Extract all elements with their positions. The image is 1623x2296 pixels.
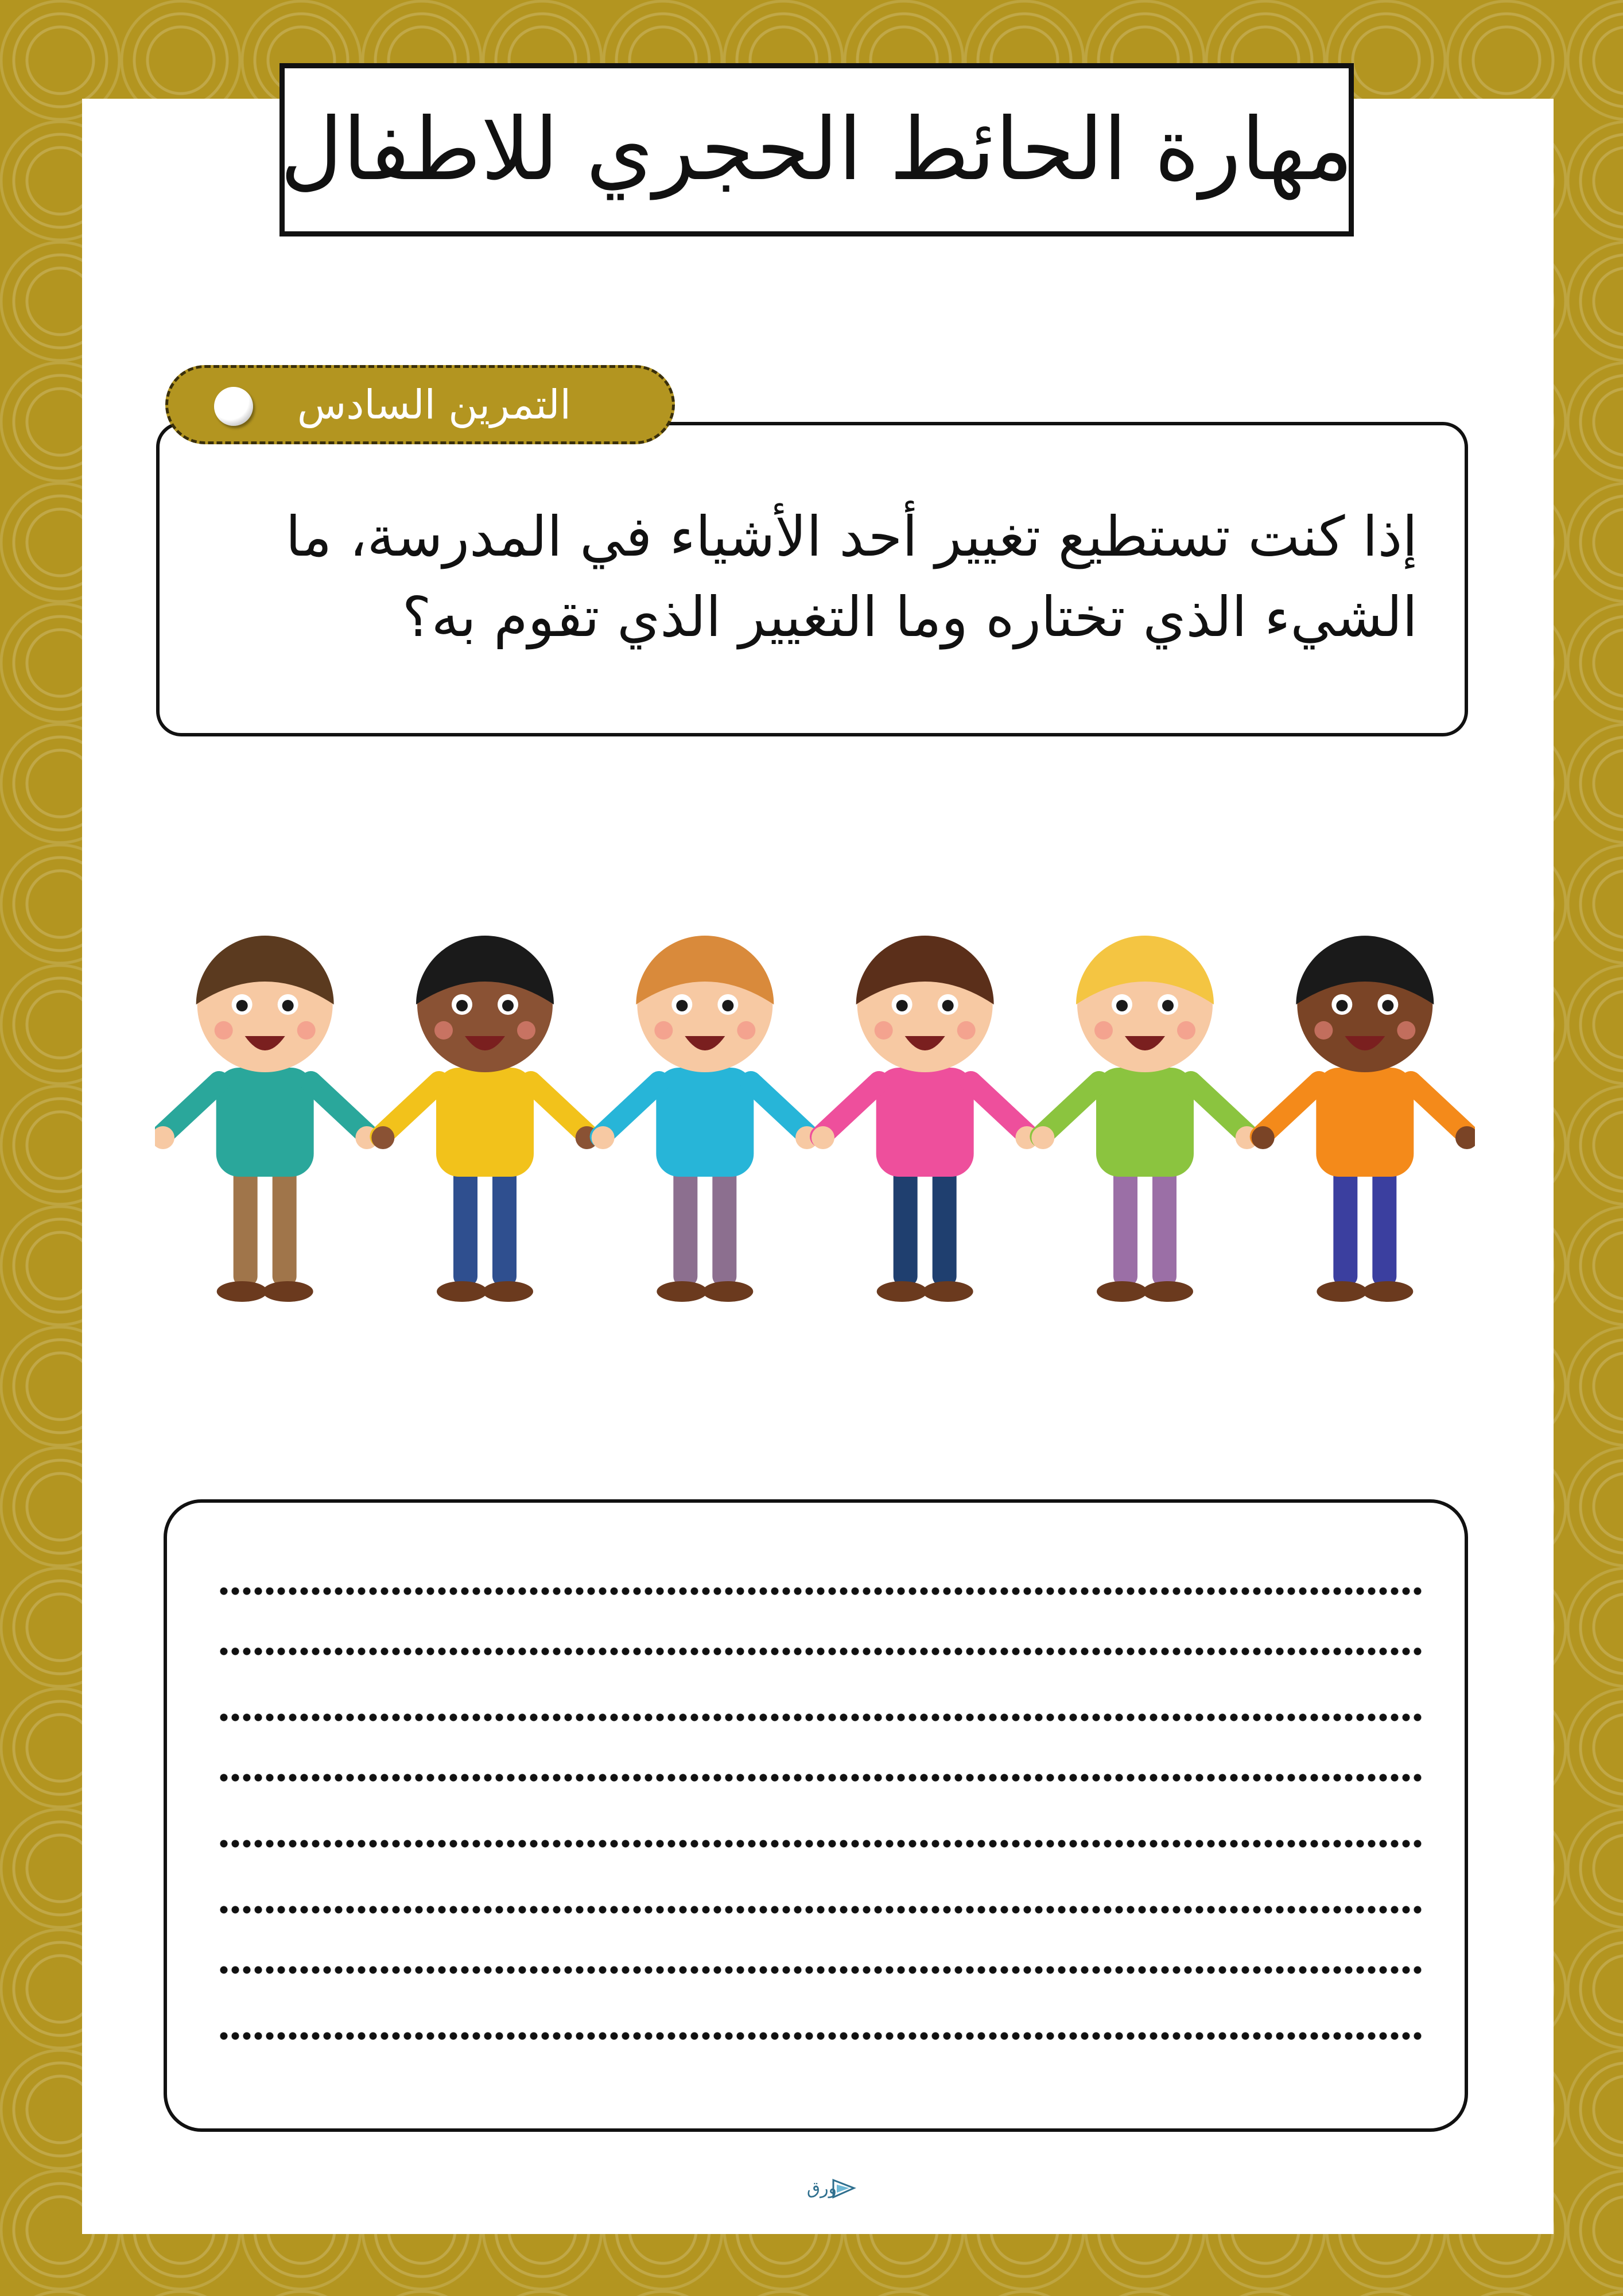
child-shoe xyxy=(1317,1281,1367,1302)
child-hand xyxy=(812,1126,834,1149)
bullet-circle-icon xyxy=(214,387,253,426)
child-shirt xyxy=(436,1068,534,1177)
child-shirt xyxy=(1316,1068,1414,1177)
child-pupil xyxy=(1116,1000,1128,1011)
child-pupil xyxy=(942,1000,954,1011)
child-cheek xyxy=(1094,1021,1113,1040)
child-pupil xyxy=(676,1000,688,1011)
child-pupil xyxy=(1162,1000,1174,1011)
question-line-1: إذا كنت تستطيع تغيير أحد الأشياء في المدرسة، ما xyxy=(285,505,1418,569)
logo-icon xyxy=(792,2174,861,2203)
child-cheek xyxy=(1177,1021,1195,1040)
child-pupil xyxy=(502,1000,514,1011)
child-shoe xyxy=(1362,1281,1413,1302)
child-figure xyxy=(592,936,818,1302)
child-shoe xyxy=(437,1281,487,1302)
answer-line[interactable] xyxy=(218,1774,1422,1782)
answer-line[interactable] xyxy=(218,1840,1422,1848)
child-pupil xyxy=(456,1000,468,1011)
answer-line[interactable] xyxy=(218,1906,1422,1914)
exercise-label: التمرين السادس xyxy=(297,381,571,428)
child-cheek xyxy=(297,1021,316,1040)
page-title: مهارة الحائط الحجري للاطفال xyxy=(280,100,1353,200)
question-line-2: الشيء الذي تختاره وما التغيير الذي تقوم به؟ xyxy=(402,585,1418,649)
child-hand xyxy=(1031,1126,1054,1149)
child-shirt xyxy=(656,1068,754,1177)
exercise-question xyxy=(207,497,1418,657)
answer-line[interactable] xyxy=(218,2032,1422,2040)
child-cheek xyxy=(517,1021,535,1040)
children-illustration xyxy=(155,924,1475,1320)
child-figure xyxy=(1252,936,1475,1302)
child-shoe xyxy=(263,1281,313,1302)
child-pupil xyxy=(896,1000,908,1011)
title-box xyxy=(279,63,1354,236)
child-hand xyxy=(1252,1126,1275,1149)
child-shoe xyxy=(923,1281,973,1302)
child-shoe xyxy=(1143,1281,1193,1302)
logo-text: ورق xyxy=(806,2178,837,2198)
child-figure xyxy=(155,936,378,1302)
child-shoe xyxy=(702,1281,753,1302)
child-pupil xyxy=(1382,1000,1393,1011)
answer-line[interactable] xyxy=(218,1647,1422,1655)
child-pupil xyxy=(282,1000,294,1011)
child-cheek xyxy=(875,1021,893,1040)
child-figure xyxy=(371,936,598,1302)
child-cheek xyxy=(1314,1021,1333,1040)
child-cheek xyxy=(434,1021,453,1040)
child-cheek xyxy=(957,1021,976,1040)
child-pupil xyxy=(722,1000,733,1011)
child-hand xyxy=(592,1126,615,1149)
child-shoe xyxy=(483,1281,533,1302)
answer-line[interactable] xyxy=(218,1713,1422,1721)
child-shoe xyxy=(657,1281,707,1302)
child-shoe xyxy=(877,1281,927,1302)
child-shirt xyxy=(876,1068,974,1177)
answer-line[interactable] xyxy=(218,1587,1422,1595)
child-cheek xyxy=(1397,1021,1415,1040)
exercise-label-pill xyxy=(165,365,675,444)
child-cheek xyxy=(215,1021,233,1040)
child-cheek xyxy=(737,1021,755,1040)
child-cheek xyxy=(654,1021,673,1040)
child-shirt xyxy=(216,1068,314,1177)
child-shoe xyxy=(217,1281,267,1302)
child-shoe xyxy=(1097,1281,1147,1302)
child-pupil xyxy=(1336,1000,1348,1011)
child-shirt xyxy=(1096,1068,1194,1177)
child-figure xyxy=(1031,936,1258,1302)
child-figure xyxy=(812,936,1038,1302)
child-hand xyxy=(371,1126,394,1149)
child-pupil xyxy=(236,1000,248,1011)
answer-line[interactable] xyxy=(218,1966,1422,1974)
